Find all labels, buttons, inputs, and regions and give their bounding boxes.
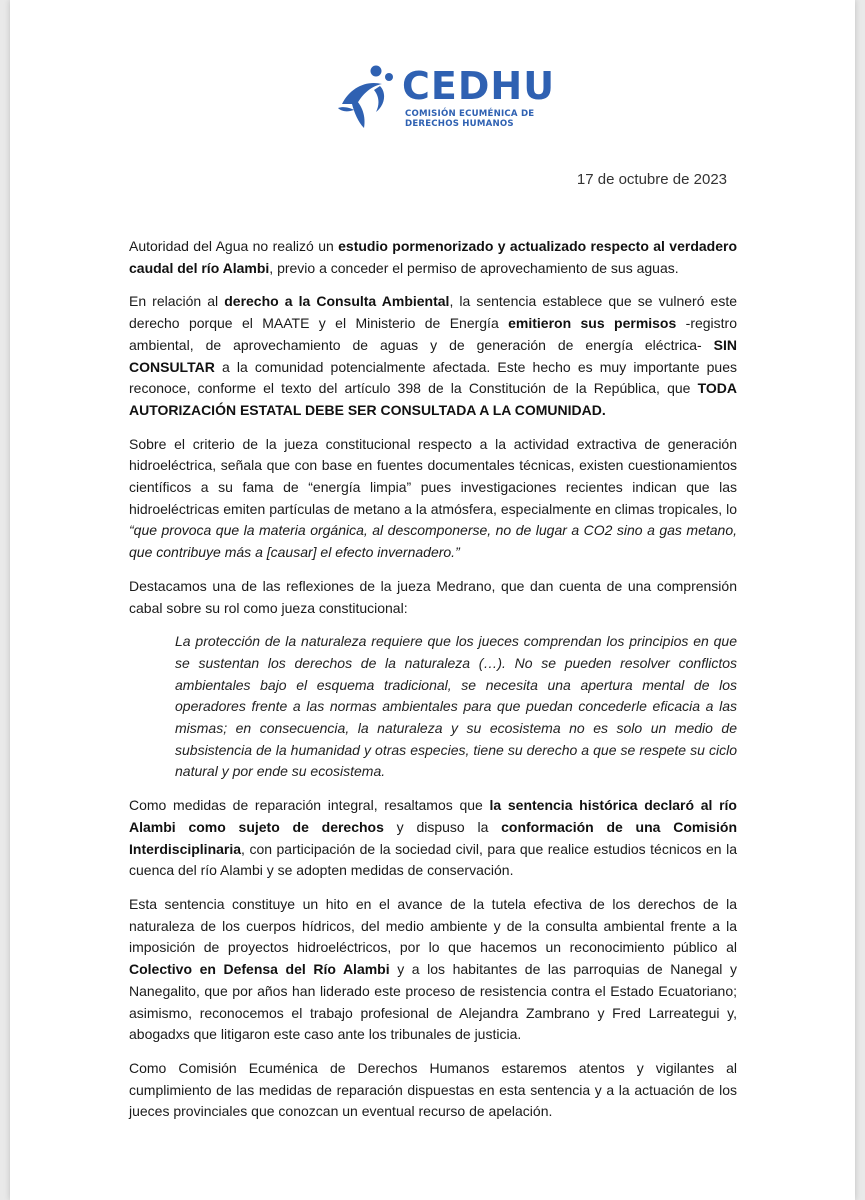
logo-wordmark: CEDHU <box>402 64 556 108</box>
cedhu-figure-icon <box>336 64 398 132</box>
paragraph-1: Autoridad del Agua no realizó un estudio pormenorizado y actualizado respecto al verdadero caudal del río Alambi, previo a conceder el permiso de aprovechamiento de sus aguas. <box>129 238 738 276</box>
paragraph-5: Como medidas de reparación integral, resaltamos que la sentencia histórica declaró al río Alambi como sujeto de derechos y dispuso la conformación de una Comisión Interdisciplinaria, con participación de la sociedad civil, para que realice estudios técnicos en la cuenca del río Alambi y se adopten medidas de conservación. <box>129 797 737 879</box>
paragraph-2: En relación al derecho a la Consulta Ambiental, la sentencia establece que se vulneró este derecho porque el MAATE y el Ministerio de Energía emitieron sus permisos -registro ambiental, de aprovechamiento de aguas y de generación de energía eléctrica- SIN CONSULTAR a la comunidad potencialmente afectada. Este hecho es muy importante pues reconoce, conforme el texto del artículo 398 de la Constitución de la República, que TODA AUTORIZACIÓN ESTATAL DEBE SER CONSULTADA A LA COMUNIDAD. <box>129 293 738 418</box>
document-page <box>10 0 855 1200</box>
cedhu-logo <box>336 62 556 132</box>
paragraph-7: Como Comisión Ecuménica de Derechos Humanos estaremos atentos y vigilantes al cumplimiento de las medidas de reparación dispuestas en esta sentencia y a la actuación de los jueces provinciales que conozcan un eventual recurso de apelación. <box>129 1059 737 1120</box>
document-body <box>129 236 737 1135</box>
paragraph-4: Destacamos una de las reflexiones de la jueza Medrano, que dan cuenta de una comprensión cabal sobre su rol como jueza constitucional: <box>129 577 737 616</box>
paragraph-3: Sobre el criterio de la jueza constitucional respecto a la actividad extractiva de generación hidroeléctrica, señala que con base en fuentes documentales técnicas, existen cuestionamientos científicos a su fama de “energía limpia” pues investigaciones recientes indican que las hidroeléctricas emiten partículas de metano a la atmósfera, especialmente en climas tropicales, lo “que provoca que la materia orgánica, al descomponerse, no de lugar a CO2 sino a gas metano, que contribuye más a [causar] el efecto invernadero.” <box>129 435 737 561</box>
logo-subtitle: COMISIÓN ECUMÉNICA DE DERECHOS HUMANOS <box>405 109 535 129</box>
judge-quote: La protección de la naturaleza requiere que los jueces comprendan los principios en que se sustentan los derechos de la naturaleza (…). No se pueden resolver conflictos ambientales bajo el esquema tradicional, se necesita una apertura mental de los operadores frente a las normas ambientales para que puedan concederle eficacia a las mismas; en consecuencia, la naturaleza y su ecosistema no es solo un medio de subsistencia de la humanidad y otras especies, tiene su derecho a que se respete su ciclo natural y por ende su ecosistema. <box>175 633 737 780</box>
paragraph-6: Esta sentencia constituye un hito en el avance de la tutela efectiva de los derechos de la naturaleza de los cuerpos hídricos, del medio ambiente y de la consulta ambiental frente a la imposición de proyectos hidroeléctricos, por lo que hacemos un reconocimiento público al Colectivo en Defensa del Río Alambi y a los habitantes de las parroquias de Nanegal y Nanegalito, que por años han liderado este proceso de resistencia contra el Estado Ecuatoriano; asimismo, reconocemos el trabajo profesional de Alejandra Zambrano y Fred Larreategui y, abogadxs que litigaron este caso ante los tribunales de justicia. <box>129 895 737 1043</box>
document-date: 17 de octubre de 2023 <box>576 171 727 188</box>
